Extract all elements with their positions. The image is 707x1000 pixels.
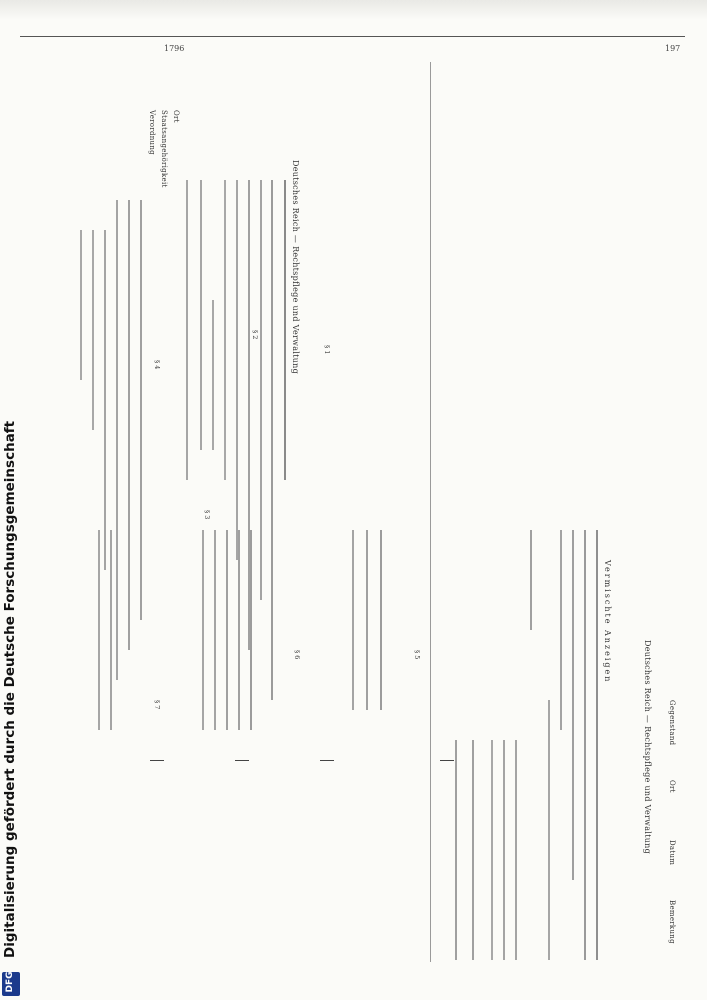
section-heading: Vermischte Anzeigen: [603, 560, 612, 684]
text-line: [572, 530, 574, 880]
text-line: [98, 530, 100, 730]
text-line: [214, 530, 216, 730]
text-line: [236, 180, 238, 560]
text-line: [472, 740, 474, 960]
text-line: [202, 530, 204, 730]
text-line: [200, 180, 202, 450]
entry-marker-5: § 5: [413, 650, 421, 660]
text-line: [584, 530, 586, 960]
left-column-2: Staatsangehörigkeit: [160, 110, 168, 188]
text-line: [212, 300, 214, 450]
text-line: [110, 530, 112, 730]
left-column-1: Ort: [172, 110, 180, 123]
dfg-logo-text: DFG: [5, 971, 15, 993]
text-line: [271, 180, 273, 700]
text-line: [92, 230, 94, 430]
text-line: [560, 530, 562, 730]
text-line: [455, 740, 457, 960]
separator-mark: [440, 760, 454, 761]
entry-marker-4: § 4: [153, 360, 161, 370]
text-line: [116, 200, 118, 680]
text-line: [104, 230, 106, 570]
text-line: [226, 530, 228, 730]
entry-marker-2: § 2: [251, 330, 259, 340]
entry-marker-3: § 3: [203, 510, 211, 520]
text-line: [238, 530, 240, 730]
right-column-2: Ort: [668, 780, 676, 793]
dfg-logo: [2, 972, 20, 996]
text-line: [380, 530, 382, 710]
text-line: [596, 530, 598, 960]
left-column-3: Verordnung: [148, 110, 156, 155]
text-line: [515, 740, 517, 960]
text-line: [260, 180, 262, 600]
text-line: [140, 200, 142, 620]
text-line: [128, 200, 130, 650]
text-line: [366, 530, 368, 710]
text-line: [491, 740, 493, 960]
entry-marker-7: § 7: [153, 700, 161, 710]
text-line: [503, 740, 505, 960]
text-line: [530, 530, 532, 630]
page-number-left: 1796: [164, 44, 185, 53]
left-running-head: Deutsches Reich — Rechtspflege und Verwaltung: [291, 160, 300, 375]
text-line: [250, 530, 252, 730]
text-line: [80, 230, 82, 380]
text-line: [352, 530, 354, 710]
text-line: [548, 700, 550, 960]
separator-mark: [235, 760, 249, 761]
separator-mark: [320, 760, 334, 761]
scan-edge: [0, 0, 707, 20]
right-column-4: Bemerkung: [668, 900, 676, 944]
right-running-head: Deutsches Reich — Rechtspflege und Verwaltung: [643, 640, 652, 855]
funding-notice: Digitalisierung gefördert durch die Deutsche Forschungsgemeinschaft: [2, 420, 18, 958]
entry-marker-6: § 6: [293, 650, 301, 660]
entry-marker-1: § 1: [323, 345, 331, 355]
separator-mark: [150, 760, 164, 761]
text-line: [224, 180, 226, 480]
text-line: [284, 180, 286, 480]
center-rule: [430, 62, 431, 962]
top-rule: [20, 36, 685, 37]
right-column-1: Gegenstand: [668, 700, 676, 746]
right-column-3: Datum: [668, 840, 676, 866]
text-line: [186, 180, 188, 480]
page-number-right: 197: [665, 44, 681, 53]
